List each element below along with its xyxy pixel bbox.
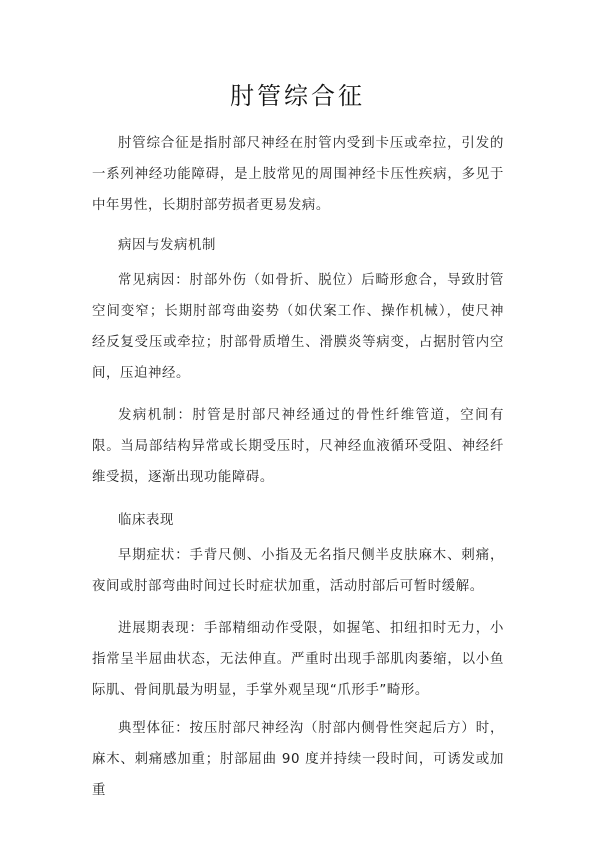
mechanism-paragraph: 发病机制：肘管是肘部尺神经通过的骨性纤维管道，空间有限。当局部结构异常或长期受压时，尺神经血液循环受阻、神经纤维受损，逐渐出现功能障碍。 [92,408,504,485]
cause-paragraph: 常见病因：肘部外伤（如骨折、脱位）后畸形愈合，导致肘管空间变窄；长期肘部弯曲姿势（如伏案工作、操作机械），使尺神经反复受压或牵拉；肘部骨质增生、滑膜炎等病变，占据肘管内空间，压迫神经。 [92,273,504,381]
progression-paragraph: 进展期表现：手部精细动作受限，如握笔、扣纽扣时无力，小指常呈半屈曲状态，无法伸直。严重时出现手部肌肉萎缩，以小鱼际肌、骨间肌最为明显，手掌外观呈现“爪形手”畸形。 [92,621,504,698]
intro-paragraph: 肘管综合征是指肘部尺神经在肘管内受到卡压或牵拉，引发的一系列神经功能障碍，是上肢常见的周围神经卡压性疾病，多见于中年男性，长期肘部劳损者更易发病。 [92,136,504,213]
typical-signs-paragraph: 典型体征：按压肘部尺神经沟（肘部内侧骨性突起后方）时，麻木、刺痛感加重；肘部屈曲 90 度并持续一段时间，可诱发或加重 [92,721,504,798]
early-symptoms-paragraph: 早期症状：手背尺侧、小指及无名指尺侧半皮肤麻木、刺痛，夜间或肘部弯曲时间过长时症状加重，活动肘部后可暂时缓解。 [92,548,504,594]
section-heading-clinical: 临床表现 [118,513,174,528]
section-heading-causes: 病因与发病机制 [118,238,216,253]
document-title: 肘管综合征 [230,82,365,110]
